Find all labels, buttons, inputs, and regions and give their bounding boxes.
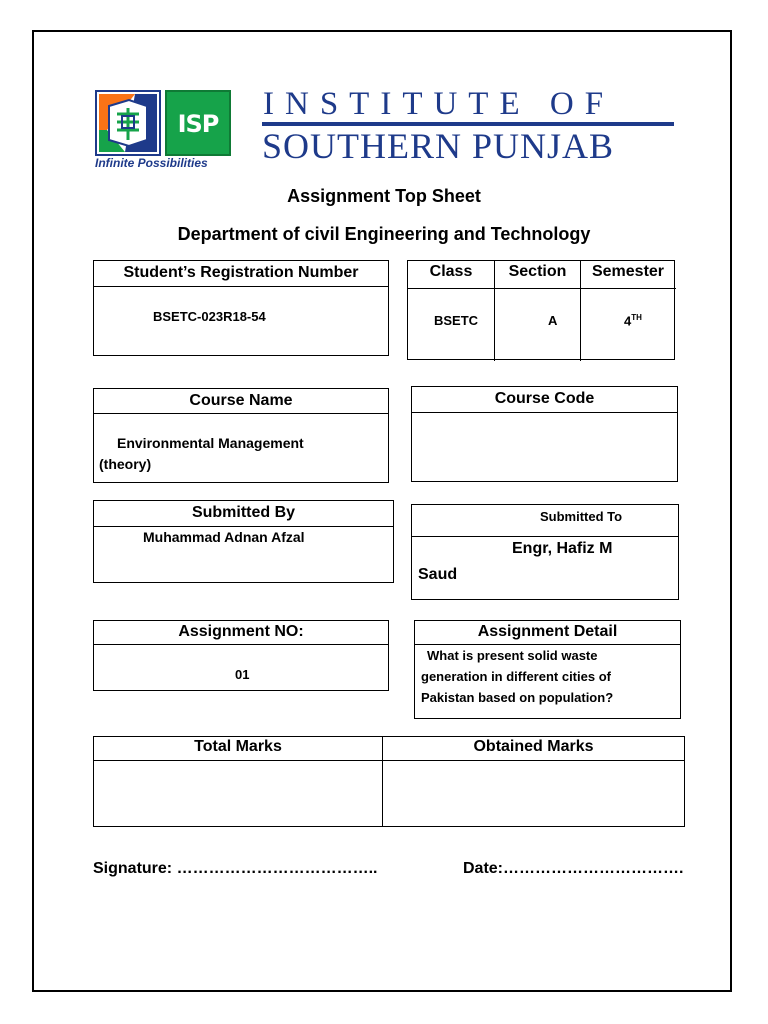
course-code-label: Course Code — [412, 387, 677, 413]
institute-logo — [95, 90, 237, 174]
submitted-to-line2: Saud — [418, 566, 458, 583]
isp-badge-text: ISP — [177, 110, 219, 138]
assignment-detail-line1: What is present solid waste — [427, 648, 598, 663]
registration-label: Student’s Registration Number — [94, 261, 388, 287]
logo-tagline: Infinite Possibilities — [95, 156, 208, 170]
assignment-detail-line3: Pakistan based on population? — [421, 690, 614, 705]
isp-badge — [165, 90, 231, 156]
registration-box — [93, 260, 389, 356]
assignment-no-box — [93, 620, 389, 691]
submitted-to-line1: Engr, Hafiz M — [512, 540, 613, 557]
semester-value: 4TH — [624, 313, 642, 329]
assignment-no-value: 01 — [235, 667, 250, 682]
sheet-title: Assignment Top Sheet — [287, 186, 481, 206]
submitted-to-label: Submitted To — [540, 509, 623, 524]
institute-name-line1: INSTITUTE OF — [263, 86, 615, 122]
total-marks-label: Total Marks — [194, 738, 282, 755]
course-name-line1: Environmental Management — [117, 435, 304, 451]
course-name-label: Course Name — [94, 389, 388, 414]
class-value: BSETC — [434, 313, 479, 328]
date-line: Date:……………………………. — [463, 860, 684, 877]
submitted-by-value: Muhammad Adnan Afzal — [143, 529, 305, 545]
submitted-to-box — [411, 504, 679, 600]
submitted-by-label: Submitted By — [94, 501, 393, 527]
course-name-line2: (theory) — [99, 456, 152, 472]
assignment-detail-label: Assignment Detail — [415, 621, 680, 645]
assignment-detail-line2: generation in different cities of — [421, 669, 611, 684]
marks-table — [93, 736, 685, 827]
assignment-detail-box — [414, 620, 681, 719]
signature-line: Signature: ……………………………….. — [93, 860, 378, 877]
class-section-semester-box — [407, 260, 675, 360]
semester-label: Semester — [591, 263, 665, 280]
submitted-by-box — [93, 500, 394, 583]
course-name-box — [93, 388, 389, 483]
section-label: Section — [508, 263, 567, 280]
assignment-no-label: Assignment NO: — [94, 621, 388, 645]
isp-crest-icon — [95, 90, 161, 156]
section-value: A — [548, 313, 558, 328]
registration-value: BSETC-023R18-54 — [153, 309, 266, 324]
department-title: Department of civil Engineering and Technology — [177, 224, 591, 244]
class-label: Class — [429, 263, 473, 280]
obtained-marks-label: Obtained Marks — [473, 738, 594, 755]
institute-name-line2: SOUTHERN PUNJAB — [262, 126, 615, 166]
course-code-box — [411, 386, 678, 482]
